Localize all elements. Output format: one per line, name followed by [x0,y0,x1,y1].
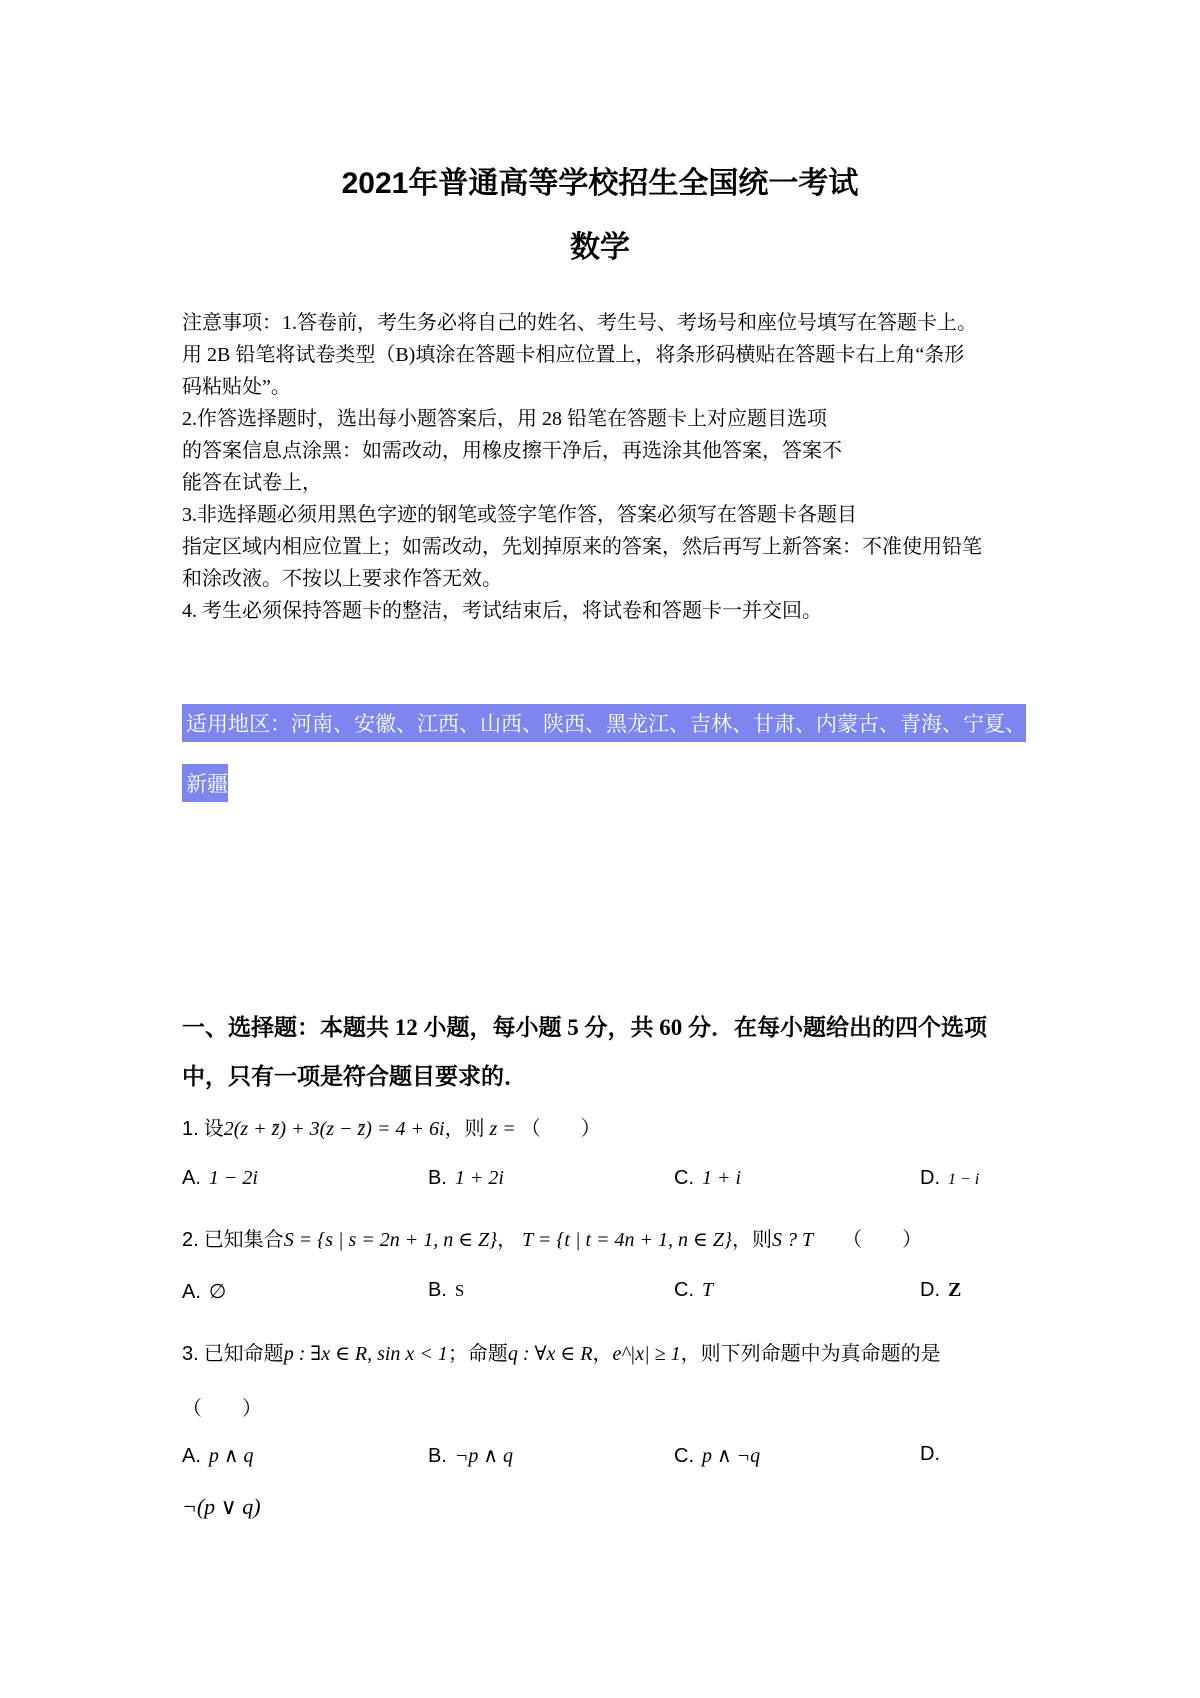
question-math: p : ∃x ∈ R, sin x < 1 [283,1343,448,1365]
option-value: p ∧ ¬q [702,1445,761,1467]
question-text: 设 [203,1118,224,1140]
option-label: D. [920,1279,940,1301]
notice-line: 能答在试卷上， [182,472,322,494]
option-value: 1 − i [948,1171,980,1188]
notice-line: 4. 考生必须保持答题卡的整洁，考试结束后，将试卷和答题卡一并交回。 [182,600,822,622]
question-2-stem [182,1223,922,1252]
option-c[interactable] [674,1443,760,1468]
notice-line: 3.非选择题必须用黑色字迹的钢笔或签字笔作答，答案必须写在答题卡各题目 [182,504,857,526]
option-b[interactable] [428,1167,504,1190]
option-value: T [702,1279,714,1301]
question-math: e^|x| ≥ 1 [612,1343,681,1365]
option-d[interactable] [920,1443,940,1466]
question-number: 2. [182,1229,199,1251]
question-math: S = {s | s = 2n + 1, n ∈ Z} [283,1229,498,1251]
option-label: B. [428,1167,447,1189]
option-label: D. [920,1443,940,1465]
answer-blank: （ ） [520,1118,601,1140]
question-math: 2(z + z̄) + 3(z − z̄) = 4 + 6i [223,1118,445,1140]
option-value: S [454,1281,465,1300]
question-text: ，则下列命题中为真命题的是 [680,1343,941,1365]
question-text: 已知集合 [203,1229,284,1251]
exam-title: 2021年普通高等学校招生全国统一考试 [341,167,859,200]
option-label: A. [182,1445,201,1467]
option-label: B. [428,1279,447,1301]
option-label: C. [674,1445,694,1467]
question-number: 3. [182,1343,199,1365]
option-value: 1 − 2i [208,1167,258,1189]
option-value: 1 + i [702,1167,742,1189]
option-a[interactable] [182,1279,226,1304]
question-text: ， [497,1229,518,1251]
option-b[interactable] [428,1279,464,1302]
section-heading: 中，只有一项是符合题目要求的． [182,1064,527,1089]
answer-blank: （ ） [182,1398,262,1420]
option-b[interactable] [428,1443,513,1468]
question-text: 已知命题 [203,1343,284,1365]
option-value: p ∧ q [208,1445,254,1467]
option-label: A. [182,1167,201,1189]
option-label: D. [920,1167,940,1189]
option-label: C. [674,1279,694,1301]
option-value: ¬p ∧ q [454,1445,514,1467]
option-value: ∅ [208,1281,227,1303]
option-label: A. [182,1281,201,1303]
option-d[interactable] [920,1167,979,1190]
option-d[interactable] [920,1279,961,1302]
option-value: ¬(p ∨ q) [182,1494,261,1519]
question-text: ，则 [444,1118,485,1140]
option-c[interactable] [674,1167,741,1190]
option-d-value[interactable] [182,1494,261,1520]
notice-line: 2.作答选择题时，选出每小题答案后，用 28 铅笔在答题卡上对应题目选项 [182,408,827,430]
question-text: ；命题 [447,1343,508,1365]
region-highlight: 新疆 [182,764,228,802]
question-text: ，则 [731,1229,772,1251]
option-value: Z [948,1279,962,1301]
question-math: q : ∀x ∈ R [507,1343,593,1365]
answer-blank: （ ） [842,1229,923,1251]
notice-line: 和涂改液。不按以上要求作答无效。 [182,568,502,590]
notice-line: 码粘贴处”。 [182,376,291,398]
notice-line: 注意事项：1.答卷前，考生务必将自己的姓名、考生号、考场号和座位号填写在答题卡上。 [182,312,977,334]
question-text: ， [592,1343,613,1365]
question-3-stem [182,1337,941,1366]
option-label: C. [674,1167,694,1189]
notice-line: 用 2B 铅笔将试卷类型（B)填涂在答题卡相应位置上，将条形码横贴在答题卡右上角“条形 [182,344,965,366]
region-highlight: 适用地区：河南、安徽、江西、山西、陕西、黑龙江、吉林、甘肃、内蒙古、青海、宁夏、 [182,704,1026,742]
exam-subject: 数学 [570,231,630,264]
question-1-stem [182,1112,601,1141]
question-number: 1. [182,1118,199,1140]
notice-line: 指定区域内相应位置上；如需改动，先划掉原来的答案，然后再写上新答案：不准使用铅笔 [182,536,982,558]
section-heading: 一、选择题：本题共 12 小题，每小题 5 分，共 60 分．在每小题给出的四个选项 [182,1015,987,1040]
option-value: 1 + 2i [454,1167,504,1189]
option-label: B. [428,1445,447,1467]
option-c[interactable] [674,1279,713,1302]
question-math: S ? T [771,1229,814,1251]
question-math: z = [489,1118,516,1140]
option-a[interactable] [182,1443,254,1468]
notice-line: 的答案信息点涂黑：如需改动，用橡皮擦干净后，再选涂其他答案，答案不 [182,440,842,462]
option-a[interactable] [182,1167,258,1190]
question-math: T = {t | t = 4n + 1, n ∈ Z} [522,1229,732,1251]
